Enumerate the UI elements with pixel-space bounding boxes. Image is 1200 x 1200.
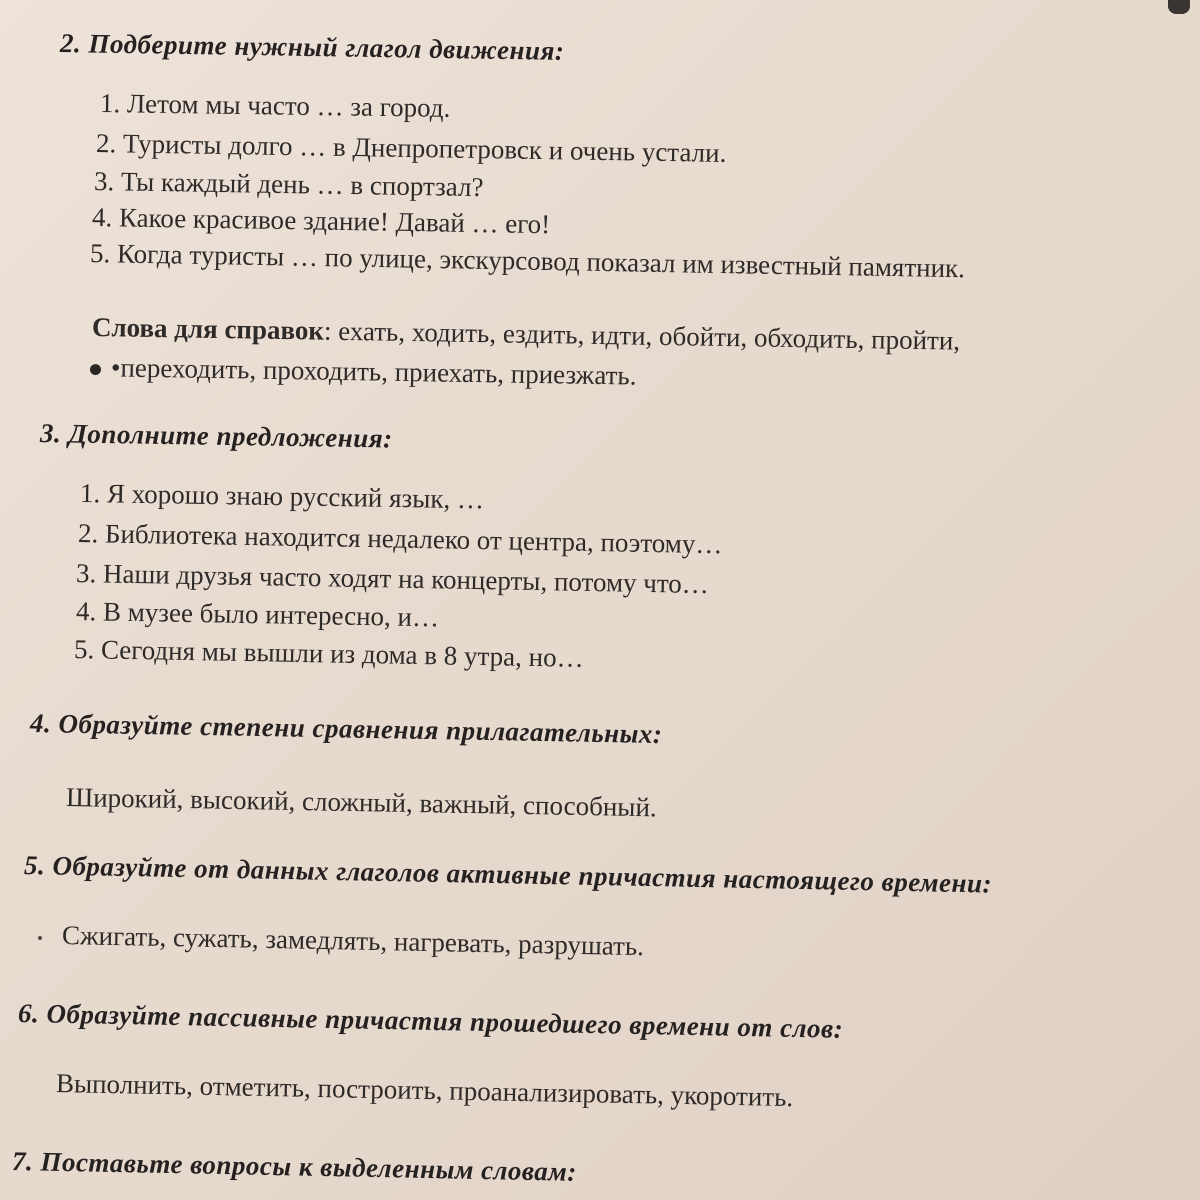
reference-words-1: : ехать, ходить, ездить, идти, обойти, обходить, пройти, — [323, 315, 961, 356]
section-3-item-2: 2. Библиотека находится недалеко от центра, поэтому… — [77, 518, 723, 560]
ink-mark — [1168, 0, 1190, 14]
reference-label: Слова для справок — [91, 312, 325, 346]
section-5-heading: 5. Образуйте от данных глаголов активные причастия настоящего времени: — [23, 850, 993, 899]
section-2-heading: 2. Подберите нужный глагол движения: — [59, 28, 565, 66]
section-3-item-5: 5. Сегодня мы вышли из дома в 8 утра, но… — [73, 634, 584, 673]
section-4-words: Широкий, высокий, сложный, важный, способный. — [65, 782, 657, 823]
section-3-item-3: 3. Наши друзья часто ходят на концерты, потому что… — [75, 558, 710, 600]
section-4-heading: 4. Образуйте степени сравнения прилагательных: — [29, 708, 663, 750]
bullet-dot-icon — [90, 364, 101, 375]
section-7-heading: 7. Поставьте вопросы к выделенным словам: — [11, 1146, 578, 1187]
section-2-item-5: 5. Когда туристы … по улице, экскурсовод показал им известный памятник. — [89, 238, 966, 284]
section-3-heading: 3. Дополните предложения: — [39, 418, 393, 454]
ink-speck — [38, 936, 42, 940]
section-2-item-4: 4. Какое красивое здание! Давай … его! — [91, 202, 551, 240]
reference-words-line-1 — [92, 312, 961, 357]
section-3-item-1: 1. Я хорошо знаю русский язык, … — [79, 478, 485, 515]
section-2-item-3: 3. Ты каждый день … в спортзал? — [93, 166, 484, 203]
reference-words-2: •переходить, проходить, приехать, приезжать. — [110, 352, 637, 391]
section-6-words: Выполнить, отметить, построить, проанализировать, укоротить. — [55, 1068, 794, 1113]
section-5-words: Сжигать, сужать, замедлять, нагревать, разрушать. — [61, 920, 645, 962]
section-2-item-2: 2. Туристы долго … в Днепропетровск и очень устали. — [95, 128, 727, 168]
section-3-item-4: 4. В музее было интересно, и… — [75, 596, 440, 633]
section-2-item-1: 1. Летом мы часто … за город. — [99, 88, 451, 123]
reference-words-line-2 — [90, 352, 637, 392]
section-6-heading: 6. Образуйте пассивные причастия прошедшего времени от слов: — [17, 998, 844, 1044]
